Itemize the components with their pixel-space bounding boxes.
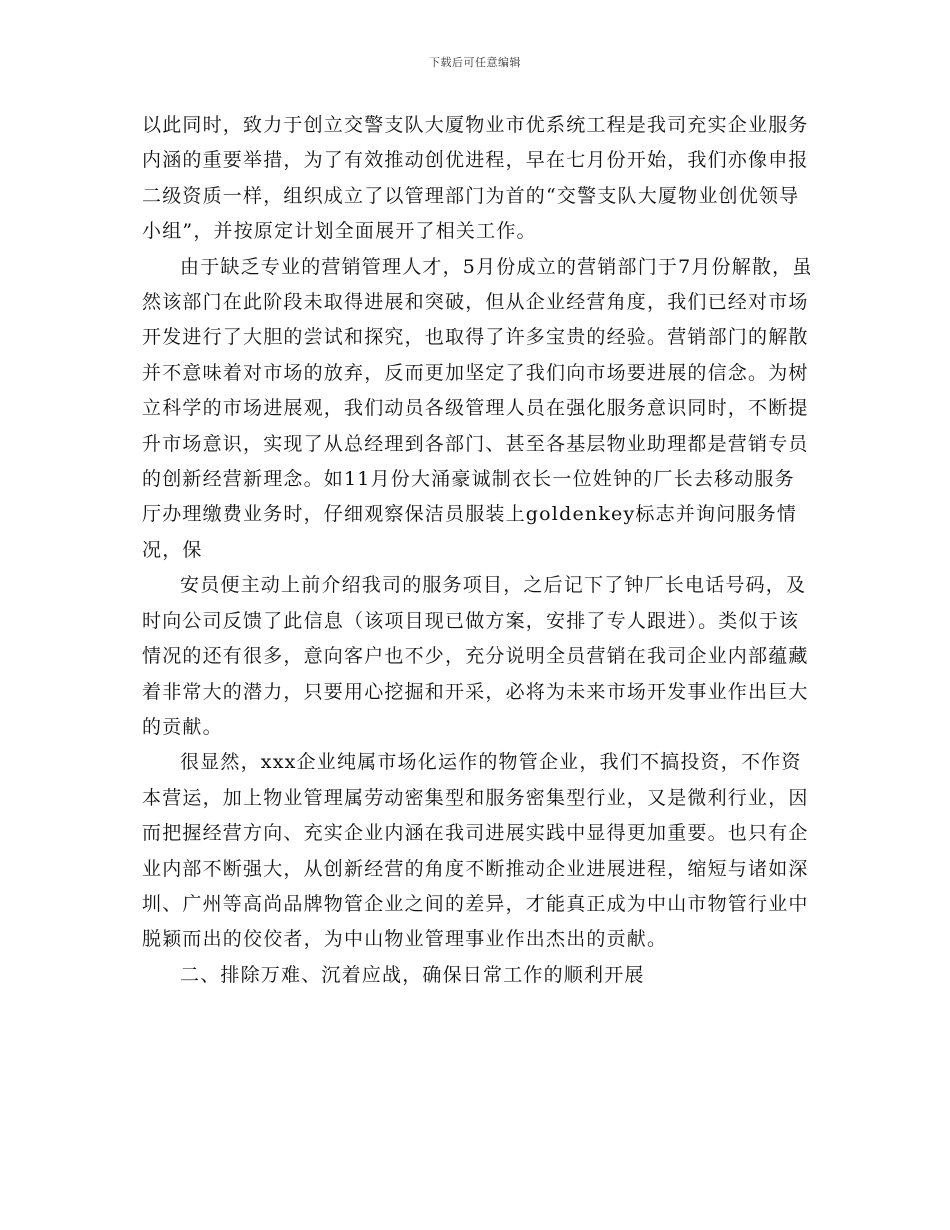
section-heading: 二、排除万难、沉着应战，确保日常工作的顺利开展 — [180, 963, 645, 986]
page-header: 下载后可任意编辑 — [429, 56, 521, 69]
paragraph-2: 由于缺乏专业的营销管理人才，5月份成立的营销部门于7月份解散，虽然该部门在此阶段未取得进展和突破，但从企业经营角度，我们已经对市场开发进行了大胆的尝试和探究，也取得了许多宝贵的经验。营销部门的解散并不意味着对市场的放弃，反而更加坚定了我们向市场要进展的信念。为树立科学的市场进展观，我们动员各级管理人员在强化服务意识同时，不断提升市场意识，实现了从总经理到各部门、甚至各基层物业助理都是营销专员的创新经营新理念。如11月份大涌豪诚制衣长一位姓钟的厂长去移动服务厅办理缴费业务时，仔细观察保洁员服装上goldenkey标志并询问服务情况，保 — [142, 255, 813, 561]
document-body — [142, 108, 814, 993]
paragraph-4: 很显然，xxx企业纯属市场化运作的物管企业，我们不搞投资，不作资本营运，加上物业管理属劳动密集型和服务密集型行业，又是微利行业，因而把握经营方向、充实企业内涵在我司进展实践中显得更加重要。也只有企业内部不断强大，从创新经营的角度不断推动企业进展进程，缩短与诸如深圳、广州等高尚品牌物管企业之间的差异，才能真正成为中山市物管行业中脱颖而出的佼佼者，为中山物业管理事业作出杰出的贡献。 — [142, 751, 809, 951]
paragraph-1: 以此同时，致力于创立交警支队大厦物业市优系统工程是我司充实企业服务内涵的重要举措，为了有效推动创优进程，早在七月份开始，我们亦像申报二级资质一样，组织成立了以管理部门为首的“交警支队大厦物业创优领导小组”，并按原定计划全面展开了相关工作。 — [142, 114, 809, 243]
paragraph-3: 安员便主动上前介绍我司的服务项目，之后记下了钟厂长电话号码，及时向公司反馈了此信息（该项目现已做方案，安排了专人跟进）。类似于该情况的还有很多，意向客户也不少，充分说明全员营销在我司企业内部蕴藏着非常大的潜力，只要用心挖掘和开采，必将为未来市场开发事业作出巨大的贡献。 — [142, 574, 809, 738]
